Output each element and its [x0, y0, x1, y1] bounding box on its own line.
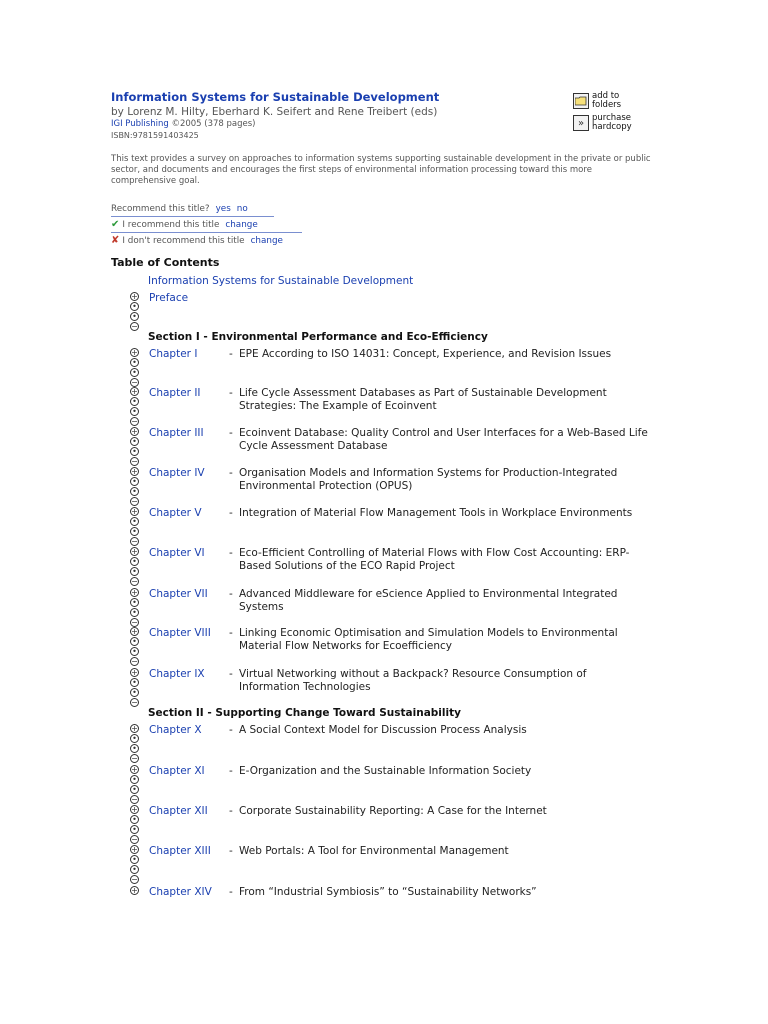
chapter-title: Life Cycle Assessment Databases as Part of Sustainable Development Strategies: The Example of Ecoinvent: [239, 387, 607, 412]
add-to-folders-label: add to folders: [592, 91, 622, 110]
collapse-icon[interactable]: −: [131, 322, 138, 331]
collapse-icon[interactable]: −: [131, 457, 138, 466]
expand-icon[interactable]: +: [131, 467, 138, 476]
chapter-title: From “Industrial Symbiosis” to “Sustainability Networks”: [239, 886, 537, 898]
row-controls: [130, 588, 142, 628]
expand-icon[interactable]: +: [131, 845, 138, 854]
chapter-link[interactable]: Chapter VII: [149, 588, 208, 600]
disc-icon[interactable]: •: [130, 487, 139, 496]
recommend-no-link[interactable]: no: [236, 203, 248, 214]
folder-icon: [573, 93, 589, 109]
chapter-title: Web Portals: A Tool for Environmental Management: [239, 845, 509, 857]
row-controls: [130, 886, 142, 896]
toc-heading: Table of Contents: [111, 256, 220, 269]
row-controls: [130, 427, 142, 467]
chapter-dash: -: [229, 507, 233, 519]
row-controls: [130, 348, 142, 388]
row-controls: [130, 467, 142, 507]
chapter-dash: -: [229, 886, 233, 898]
disc-icon[interactable]: •: [130, 437, 139, 446]
disc-icon[interactable]: •: [130, 678, 139, 687]
purchase-hardcopy-button[interactable]: [573, 114, 653, 132]
disc-icon[interactable]: •: [130, 527, 139, 536]
disc-icon[interactable]: •: [130, 734, 139, 743]
row-controls: [130, 668, 142, 708]
side-actions: [573, 92, 653, 136]
expand-icon[interactable]: +: [131, 387, 138, 396]
disc-icon[interactable]: •: [130, 312, 139, 321]
collapse-icon[interactable]: −: [131, 618, 138, 627]
chapter-link[interactable]: Chapter XIV: [149, 886, 212, 898]
disc-icon[interactable]: •: [130, 688, 139, 697]
collapse-icon[interactable]: −: [131, 577, 138, 586]
expand-icon[interactable]: +: [131, 886, 138, 895]
disc-icon[interactable]: •: [130, 302, 139, 311]
collapse-icon[interactable]: −: [131, 378, 138, 387]
disc-icon[interactable]: •: [130, 358, 139, 367]
cross-icon: ✘: [111, 235, 120, 246]
chapter-dash: -: [229, 547, 233, 559]
chapter-title: Linking Economic Optimisation and Simulation Models to Environmental Material Flow Networks for Ecoefficiency: [239, 627, 618, 652]
row-controls: [130, 507, 142, 547]
row-controls: [130, 724, 142, 764]
chapter-link[interactable]: Chapter XIII: [149, 845, 211, 857]
disc-icon[interactable]: •: [130, 744, 139, 753]
chapter-dash: -: [229, 724, 233, 736]
chapter-dash: -: [229, 805, 233, 817]
chapter-dash: -: [229, 348, 233, 360]
collapse-icon[interactable]: −: [131, 698, 138, 707]
disc-icon[interactable]: •: [130, 785, 139, 794]
book-title[interactable]: Information Systems for Sustainable Development: [111, 90, 440, 104]
disc-icon[interactable]: •: [130, 815, 139, 824]
chapter-title: Virtual Networking without a Backpack? Resource Consumption of Information Technologies: [239, 668, 587, 693]
chapter-link[interactable]: Chapter IX: [149, 668, 205, 680]
recommend-yes-link[interactable]: yes: [215, 203, 231, 214]
chapter-dash: -: [229, 588, 233, 600]
recommend-question-row: [111, 201, 274, 217]
chapter-link[interactable]: Chapter VIII: [149, 627, 211, 639]
disc-icon[interactable]: •: [130, 825, 139, 834]
row-controls: [130, 805, 142, 845]
recommend-change-link[interactable]: change: [225, 219, 258, 230]
disc-icon[interactable]: •: [130, 608, 139, 617]
chapter-dash: -: [229, 387, 233, 399]
dont-recommend-change-link[interactable]: change: [250, 235, 283, 246]
chapter-title: Eco-Efficient Controlling of Material Flows with Flow Cost Accounting: ERP-Based Solutions of the ECO Rapid Project: [239, 547, 630, 572]
disc-icon[interactable]: •: [130, 637, 139, 646]
row-controls: [130, 547, 142, 587]
dont-recommend-text: I don't recommend this title: [122, 235, 245, 246]
chapter-dash: -: [229, 467, 233, 479]
expand-icon[interactable]: +: [131, 507, 138, 516]
collapse-icon[interactable]: −: [131, 795, 138, 804]
expand-icon[interactable]: +: [131, 627, 138, 636]
chapter-dash: -: [229, 627, 233, 639]
chapter-dash: -: [229, 668, 233, 680]
preface-link[interactable]: Preface: [149, 292, 189, 304]
disc-icon[interactable]: •: [130, 557, 139, 566]
expand-icon[interactable]: +: [131, 668, 138, 677]
purchase-hardcopy-label: purchase hardcopy: [592, 113, 632, 132]
collapse-icon[interactable]: −: [131, 657, 138, 666]
chapter-title: Ecoinvent Database: Quality Control and User Interfaces for a Web-Based Life Cycle Assessment Database: [239, 427, 648, 452]
disc-icon[interactable]: •: [130, 447, 139, 456]
recommend-question: Recommend this title?: [111, 203, 210, 214]
disc-icon[interactable]: •: [130, 407, 139, 416]
recommend-yes-row: [111, 217, 302, 233]
chapter-link[interactable]: Chapter III: [149, 427, 204, 439]
collapse-icon[interactable]: −: [131, 754, 138, 763]
row-controls: [130, 845, 142, 885]
chapter-link[interactable]: Chapter XII: [149, 805, 208, 817]
disc-icon[interactable]: •: [130, 775, 139, 784]
disc-icon[interactable]: •: [130, 855, 139, 864]
section-heading: Section I - Environmental Performance and Eco-Efficiency: [148, 331, 488, 343]
double-chevron-icon: »: [573, 115, 589, 131]
chapter-link[interactable]: Chapter XI: [149, 765, 205, 777]
collapse-icon[interactable]: −: [131, 537, 138, 546]
chapter-link[interactable]: Chapter V: [149, 507, 202, 519]
row-controls: [130, 627, 142, 667]
chapter-dash: -: [229, 765, 233, 777]
recommend-text: I recommend this title: [122, 219, 220, 230]
chapter-dash: -: [229, 845, 233, 857]
chapter-title: Integration of Material Flow Management Tools in Workplace Environments: [239, 507, 633, 519]
collapse-icon[interactable]: −: [131, 875, 138, 884]
chapter-title: Corporate Sustainability Reporting: A Case for the Internet: [239, 805, 547, 817]
chapter-link[interactable]: Chapter I: [149, 348, 198, 360]
disc-icon[interactable]: •: [130, 368, 139, 377]
recommend-box: [111, 201, 302, 248]
expand-icon[interactable]: +: [131, 724, 138, 733]
disc-icon[interactable]: •: [130, 598, 139, 607]
collapse-icon[interactable]: −: [131, 417, 138, 426]
expand-icon[interactable]: +: [131, 765, 138, 774]
book-description: This text provides a survey on approaches to information systems supporting sustainable development in the private or public sector, and documents and encourages the first steps of environmental information processing toward this more comprehensive goal.: [111, 154, 651, 186]
chapter-title: Advanced Middleware for eScience Applied to Environmental Integrated Systems: [239, 588, 618, 613]
expand-icon[interactable]: +: [131, 588, 138, 597]
disc-icon[interactable]: •: [130, 865, 139, 874]
chapter-link[interactable]: Chapter X: [149, 724, 202, 736]
collapse-icon[interactable]: −: [131, 497, 138, 506]
collapse-icon[interactable]: −: [131, 835, 138, 844]
checkmark-icon: ✔: [111, 219, 120, 230]
expand-icon[interactable]: +: [131, 348, 138, 357]
add-to-folders-button[interactable]: [573, 92, 653, 110]
book-header: [111, 90, 551, 141]
expand-icon[interactable]: +: [131, 427, 138, 436]
isbn: ISBN:9781591403425: [111, 131, 199, 140]
book-authors: by Lorenz M. Hilty, Eberhard K. Seifert and Rene Treibert (eds): [111, 106, 438, 118]
disc-icon[interactable]: •: [130, 567, 139, 576]
section-heading: Section II - Supporting Change Toward Sustainability: [148, 707, 461, 719]
chapter-title: EPE According to ISO 14031: Concept, Experience, and Revision Issues: [239, 348, 612, 360]
expand-icon[interactable]: +: [131, 805, 138, 814]
disc-icon[interactable]: •: [130, 517, 139, 526]
chapter-link[interactable]: Chapter IV: [149, 467, 205, 479]
row-controls: [130, 292, 142, 332]
chapter-dash: -: [229, 427, 233, 439]
toc-front-title-link[interactable]: Information Systems for Sustainable Development: [148, 275, 414, 287]
disc-icon[interactable]: •: [130, 397, 139, 406]
row-controls: [130, 765, 142, 805]
expand-icon[interactable]: +: [131, 547, 138, 556]
publication-info: ©2005 (378 pages): [171, 119, 256, 129]
disc-icon[interactable]: •: [130, 477, 139, 486]
row-controls: [130, 387, 142, 427]
publisher-row: [111, 119, 551, 130]
chapter-title: E-Organization and the Sustainable Information Society: [239, 765, 532, 777]
chapter-title: Organisation Models and Information Systems for Production-Integrated Environmental Protection (OPUS): [239, 467, 618, 492]
recommend-no-row: [111, 233, 302, 248]
chapter-title: A Social Context Model for Discussion Process Analysis: [239, 724, 527, 736]
chapter-link[interactable]: Chapter II: [149, 387, 201, 399]
expand-icon[interactable]: +: [131, 292, 138, 301]
publisher-link[interactable]: IGI Publishing: [111, 119, 169, 129]
disc-icon[interactable]: •: [130, 647, 139, 656]
chapter-link[interactable]: Chapter VI: [149, 547, 205, 559]
